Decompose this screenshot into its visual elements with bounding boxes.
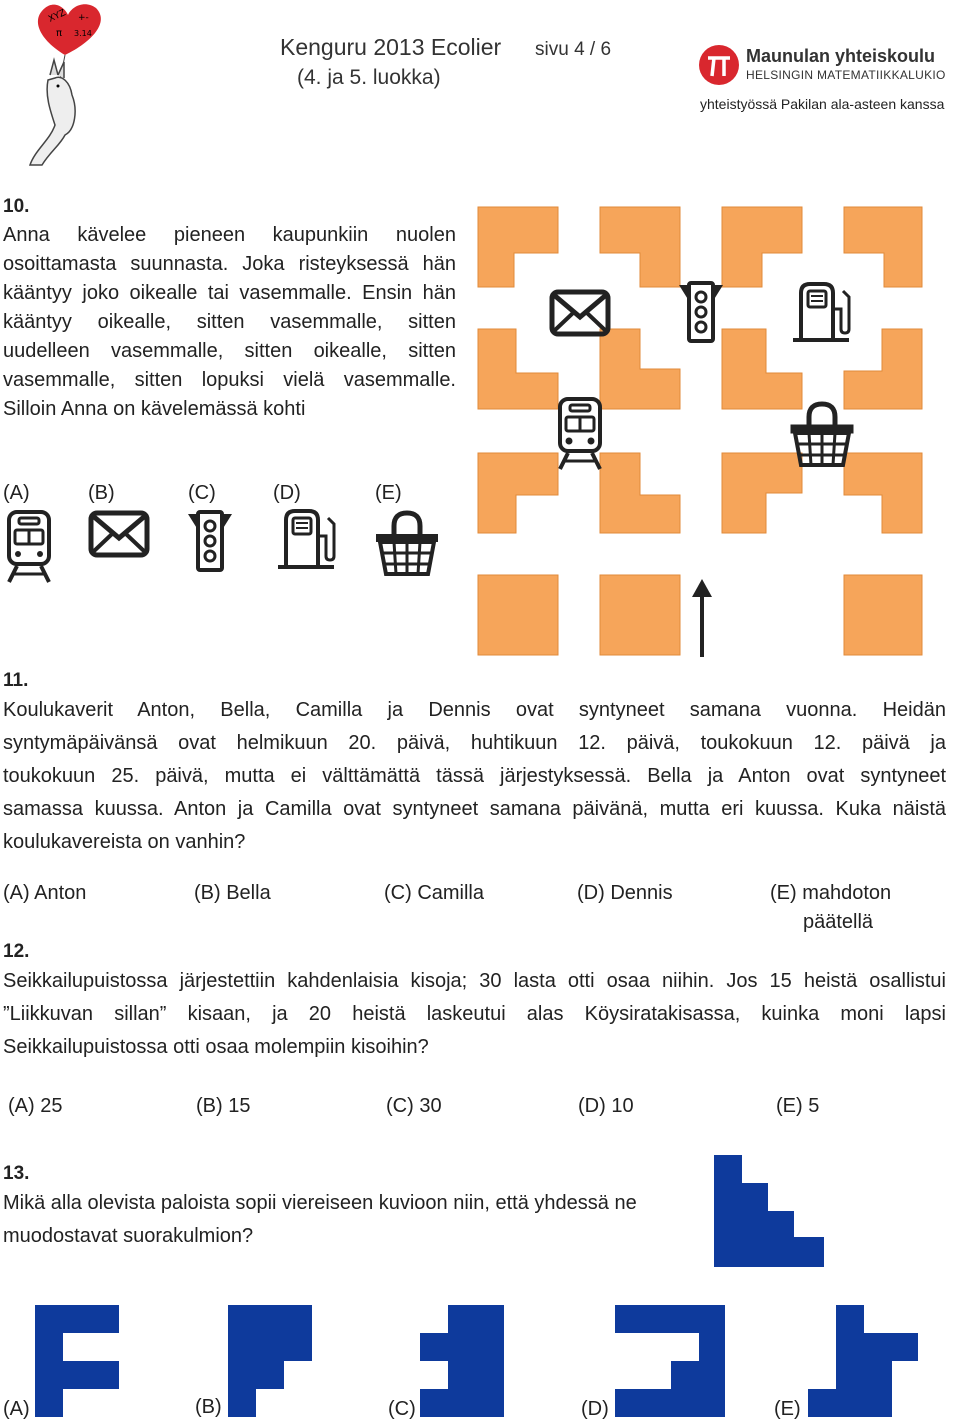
q11-option-b: (B) Bella bbox=[194, 882, 271, 904]
map-train-icon bbox=[560, 399, 600, 469]
q12-option-c: (C) 30 bbox=[386, 1095, 442, 1117]
q10-option-a-label: (A) bbox=[3, 482, 30, 504]
q13-piece-d bbox=[615, 1305, 727, 1417]
q11-number: 11. bbox=[3, 670, 29, 691]
q11-line: koulukavereista on vanhin? bbox=[3, 831, 246, 853]
q11-line: toukokuun 25. päivä, mutta ei välttämättä tässä järjestyksessä. Bella ja Anton ovat syntyneet bbox=[3, 765, 946, 787]
q10-city-map bbox=[476, 205, 926, 660]
logo-school-name: Maunulan yhteiskoulu bbox=[746, 46, 936, 66]
header-collaboration: yhteistyössä Pakilan ala-asteen kanssa bbox=[700, 96, 945, 112]
q12-option-e: (E) 5 bbox=[776, 1095, 820, 1117]
q12-line: ”Liikkuvan sillan” kisaan, ja 20 heistä laskeutui alas Köysiratakisassa, kuinka moni lapsi bbox=[3, 1003, 946, 1025]
balloon-bunny-logo bbox=[20, 0, 110, 175]
q10-line: vasemmalle, sitten lopuksi vielä vasemmalle. bbox=[3, 369, 456, 391]
header-grade: (4. ja 5. luokka) bbox=[297, 66, 441, 89]
q10-line: Anna kävelee pieneen kaupunkiin nuolen bbox=[3, 224, 456, 246]
balloon-text-2: +- bbox=[78, 13, 89, 23]
school-logo bbox=[698, 44, 960, 86]
q11-option-e-line2: päätellä bbox=[803, 911, 874, 933]
header-page-number: sivu 4 / 6 bbox=[535, 39, 612, 60]
q11-option-e: (E) mahdoton bbox=[770, 882, 892, 904]
q11-line: syntymäpäivänsä ovat helmikuun 20. päivä, huhtikuun 12. päivä, toukokuun 12. päivä ja bbox=[3, 732, 946, 754]
q10-number: 10. bbox=[3, 196, 30, 217]
map-gas-pump-icon bbox=[793, 284, 849, 340]
train-icon bbox=[5, 510, 53, 584]
traffic-light-icon bbox=[186, 510, 234, 572]
q11-option-a: (A) Anton bbox=[3, 882, 87, 904]
map-envelope-icon bbox=[552, 292, 608, 334]
q11-option-d: (D) Dennis bbox=[577, 882, 673, 904]
q10-line: Silloin Anna on kävelemässä kohti bbox=[3, 398, 306, 420]
q12-number: 12. bbox=[3, 941, 30, 962]
envelope-icon bbox=[88, 510, 150, 558]
q13-piece-c bbox=[420, 1305, 506, 1417]
q10-option-b-label: (B) bbox=[88, 482, 115, 504]
q10-option-d-label: (D) bbox=[273, 482, 301, 504]
q10-option-e-label: (E) bbox=[375, 482, 402, 504]
q10-line: kääntyy oikealle, sitten vasemmalle, sitten bbox=[3, 311, 456, 333]
q10-line: uudelleen vasemmalle, sitten oikealle, sitten bbox=[3, 340, 456, 362]
q12-option-d: (D) 10 bbox=[578, 1095, 634, 1117]
balloon-text-4: 3.14 bbox=[74, 29, 92, 38]
q10-line: kääntyy joko oikealle tai vasemmalle. Ensin hän bbox=[3, 282, 456, 304]
q13-line: Mikä alla olevista paloista sopii viereiseen kuvioon niin, että yhdessä ne bbox=[3, 1192, 637, 1214]
q13-piece-b bbox=[228, 1305, 314, 1417]
q12-option-b: (B) 15 bbox=[196, 1095, 251, 1117]
balloon-text-3: π bbox=[56, 28, 63, 39]
q13-number: 13. bbox=[3, 1163, 30, 1184]
map-traffic-light-icon bbox=[679, 283, 723, 341]
q13-text bbox=[3, 1187, 693, 1253]
q13-option-d-label: (D) bbox=[581, 1398, 609, 1420]
q13-option-c-label: (C) bbox=[388, 1398, 416, 1420]
q13-line: muodostavat suorakulmion? bbox=[3, 1225, 254, 1247]
q11-option-c: (C) Camilla bbox=[384, 882, 484, 904]
q13-piece-e bbox=[808, 1305, 920, 1417]
q13-option-e-label: (E) bbox=[774, 1398, 801, 1420]
q10-option-c-label: (C) bbox=[188, 482, 216, 504]
q13-piece-a bbox=[35, 1305, 121, 1417]
q12-text bbox=[3, 965, 946, 1064]
q13-option-b-label: (B) bbox=[195, 1396, 222, 1418]
q10-text bbox=[3, 221, 456, 424]
basket-icon bbox=[374, 510, 440, 578]
q12-option-a: (A) 25 bbox=[8, 1095, 63, 1117]
q12-line: Seikkailupuistossa järjestettiin kahdenlaisia kisoja; 30 lasta otti osaa niihin. Jos 15 heistä osallistui bbox=[3, 970, 946, 992]
header-title: Kenguru 2013 Ecolier bbox=[280, 34, 502, 60]
q11-line: Koulukaverit Anton, Bella, Camilla ja Dennis ovat syntyneet samana vuonna. Heidän bbox=[3, 699, 946, 721]
logo-school-subtitle: HELSINGIN MATEMATIIKKALUKIO bbox=[746, 68, 946, 82]
balloon-text-1: XYZ bbox=[47, 8, 68, 25]
q11-line: samassa kuussa. Anton ja Camilla ovat syntyneet samana päivänä, mutta eri kuussa. Kuka näistä bbox=[3, 798, 946, 820]
map-basket-icon bbox=[791, 404, 853, 465]
q13-option-a-label: (A) bbox=[3, 1398, 30, 1420]
gas-pump-icon bbox=[276, 508, 338, 570]
q11-text bbox=[3, 694, 946, 859]
q13-target-figure bbox=[714, 1155, 826, 1267]
q10-line: osoittamasta suunnasta. Joka risteyksessä hän bbox=[3, 253, 456, 275]
q12-line: Seikkailupuistossa otti osaa molempiin kisoihin? bbox=[3, 1036, 429, 1058]
